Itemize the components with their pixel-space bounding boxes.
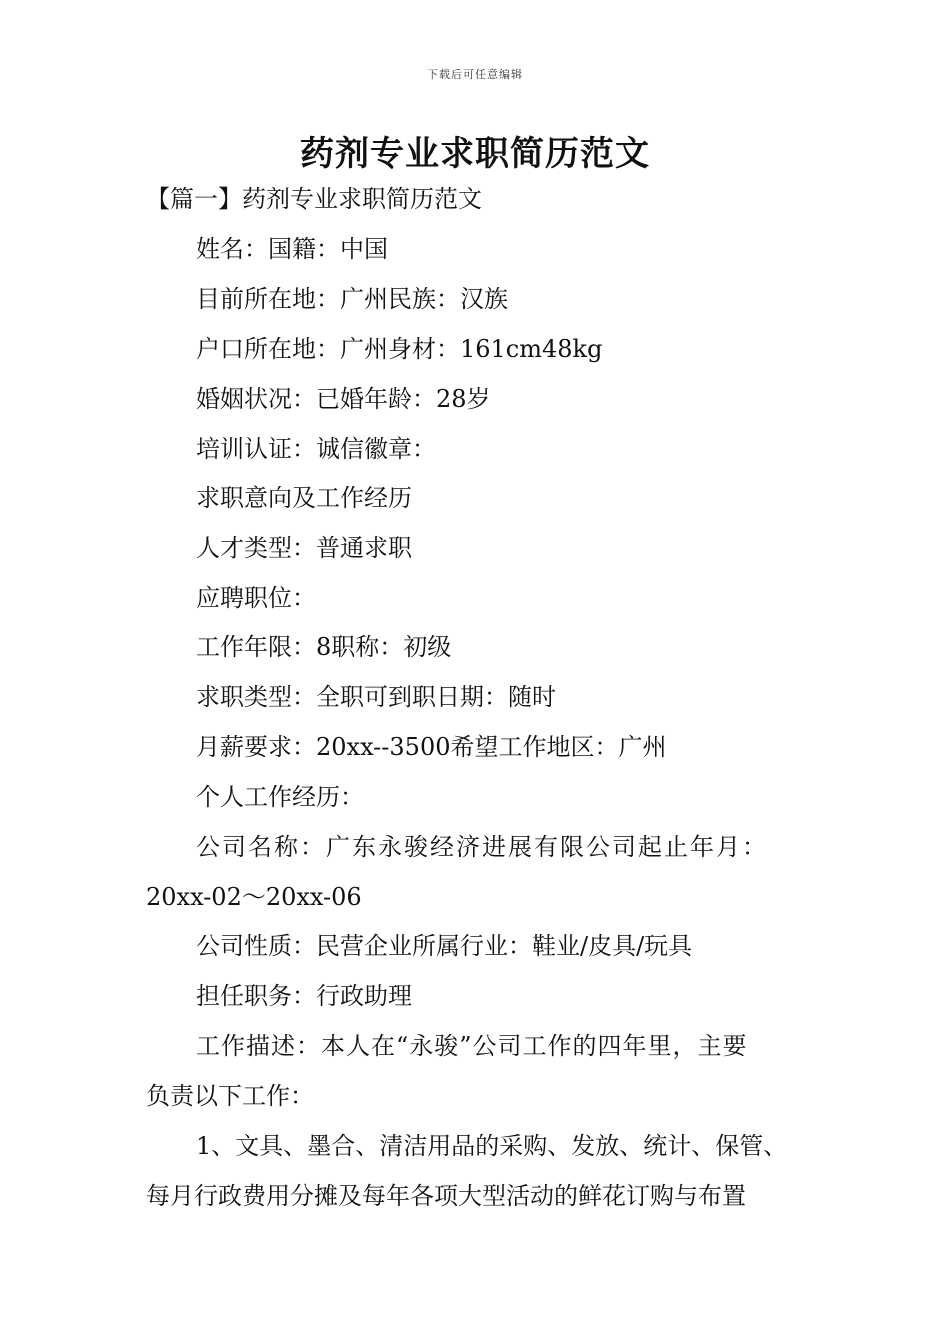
description-line-1: 工作描述：本人在“永骏”公司工作的四年里，主要 [196,1032,748,1060]
resume-line-salary: 月薪要求：20xx--3500希望工作地区：广州 [196,733,667,761]
section-heading: 【篇一】药剂专业求职简历范文 [146,185,482,213]
duty-item-1-line-1: 1、文具、墨合、清洁用品的采购、发放、统计、保管、 [196,1132,788,1160]
resume-line-location: 目前所在地：广州民族：汉族 [196,285,508,313]
header-note: 下载后可任意编辑 [427,68,523,81]
resume-line-training: 培训认证：诚信徽章： [196,435,436,463]
resume-line-experience-heading: 个人工作经历： [196,783,364,811]
resume-line-marital: 婚姻状况：已婚年龄：28岁 [196,385,491,413]
position-line: 担任职务：行政助理 [196,982,412,1010]
resume-line-job-type: 求职类型：全职可到职日期：随时 [196,683,556,711]
company-name-line: 公司名称：广东永骏经济进展有限公司起止年月： [196,833,768,861]
resume-line-intent-heading: 求职意向及工作经历 [196,484,412,512]
description-line-2: 负责以下工作： [146,1082,314,1110]
resume-line-talent-type: 人才类型：普通求职 [196,534,412,562]
duty-item-1-line-2: 每月行政费用分摊及每年各项大型活动的鲜花订购与布置 [146,1182,746,1210]
company-period-line: 20xx-02～20xx-06 [146,883,362,911]
page-title: 药剂专业求职简历范文 [300,134,650,174]
company-nature-line: 公司性质：民营企业所属行业：鞋业/皮具/玩具 [196,932,693,960]
resume-line-applied-position: 应聘职位： [196,584,316,612]
resume-line-work-years: 工作年限：8职称：初级 [196,633,452,661]
resume-line-name: 姓名：国籍：中国 [196,235,388,263]
resume-line-hukou: 户口所在地：广州身材：161cm48kg [196,335,603,363]
